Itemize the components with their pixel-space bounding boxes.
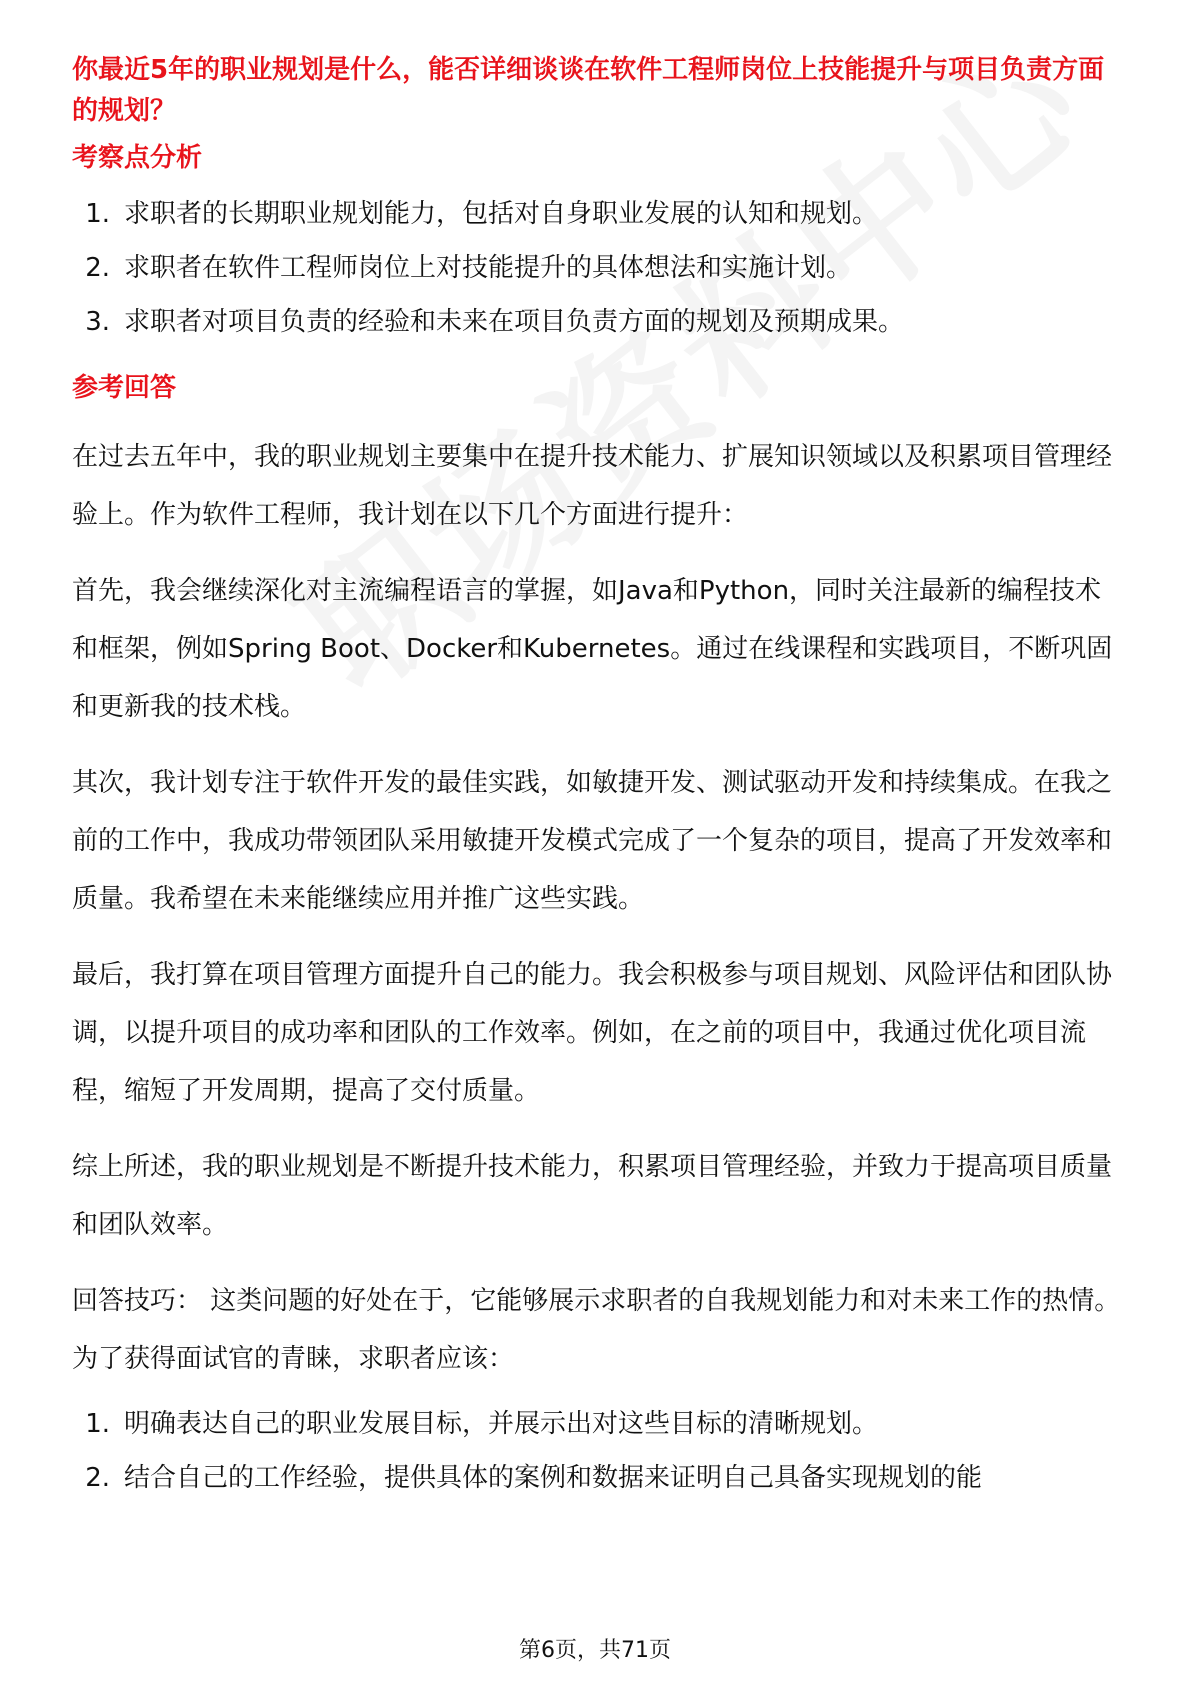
list-item-number: 2. — [85, 1463, 110, 1493]
list-item — [72, 194, 1122, 234]
list-item-text: 求职者在软件工程师岗位上对技能提升的具体想法和实施计划。 — [124, 253, 853, 283]
tips-list — [72, 1404, 1122, 1498]
list-item — [72, 248, 1122, 288]
answer-heading: 参考回答 — [72, 373, 177, 403]
list-item-text: 结合自己的工作经验，提供具体的案例和数据来证明自己具备实现规划的能 — [124, 1463, 983, 1493]
list-item-number: 1. — [85, 199, 110, 229]
answer-tips-paragraph: 回答技巧： 这类问题的好处在于，它能够展示求职者的自我规划能力和对未来工作的热情。为了获得面试官的青睐，求职者应该： — [72, 1286, 1121, 1374]
question-title: 你最近5年的职业规划是什么，能否详细谈谈在软件工程师岗位上技能提升与项目负责方面的规划？ — [72, 55, 1105, 126]
list-item — [72, 302, 1122, 342]
list-item-text: 求职者对项目负责的经验和未来在项目负责方面的规划及预期成果。 — [124, 307, 905, 337]
list-item — [72, 1404, 1122, 1444]
list-item-number: 2. — [85, 253, 110, 283]
analysis-list — [72, 194, 1122, 342]
list-item-number: 1. — [85, 1409, 110, 1439]
analysis-heading: 考察点分析 — [72, 143, 203, 173]
answer-paragraph: 其次，我计划专注于软件开发的最佳实践，如敏捷开发、测试驱动开发和持续集成。在我之前的工作中，我成功带领团队采用敏捷开发模式完成了一个复杂的项目，提高了开发效率和质量。我希望在未来能继续应用并推广这些实践。 — [72, 768, 1113, 914]
answer-paragraph: 在过去五年中，我的职业规划主要集中在提升技术能力、扩展知识领域以及积累项目管理经验上。作为软件工程师，我计划在以下几个方面进行提升： — [72, 442, 1113, 530]
page-number: 第6页，共71页 — [519, 1638, 671, 1663]
document-content — [72, 50, 1122, 1498]
list-item-text: 求职者的长期职业规划能力，包括对自身职业发展的认知和规划。 — [124, 199, 879, 229]
list-item — [72, 1458, 1122, 1498]
list-item-number: 3. — [85, 307, 110, 337]
answer-paragraph: 最后，我打算在项目管理方面提升自己的能力。我会积极参与项目规划、风险评估和团队协调，以提升项目的成功率和团队的工作效率。例如，在之前的项目中，我通过优化项目流程，缩短了开发周期，提高了交付质量。 — [72, 960, 1113, 1106]
answer-paragraph: 综上所述，我的职业规划是不断提升技术能力，积累项目管理经验，并致力于提高项目质量和团队效率。 — [72, 1152, 1113, 1240]
list-item-text: 明确表达自己的职业发展目标，并展示出对这些目标的清晰规划。 — [124, 1409, 879, 1439]
answer-paragraph: 首先，我会继续深化对主流编程语言的掌握，如Java和Python，同时关注最新的编程技术和框架，例如Spring Boot、Docker和Kubernetes。通过在线课程和实践项目，不断巩固和更新我的技术栈。 — [72, 576, 1113, 722]
